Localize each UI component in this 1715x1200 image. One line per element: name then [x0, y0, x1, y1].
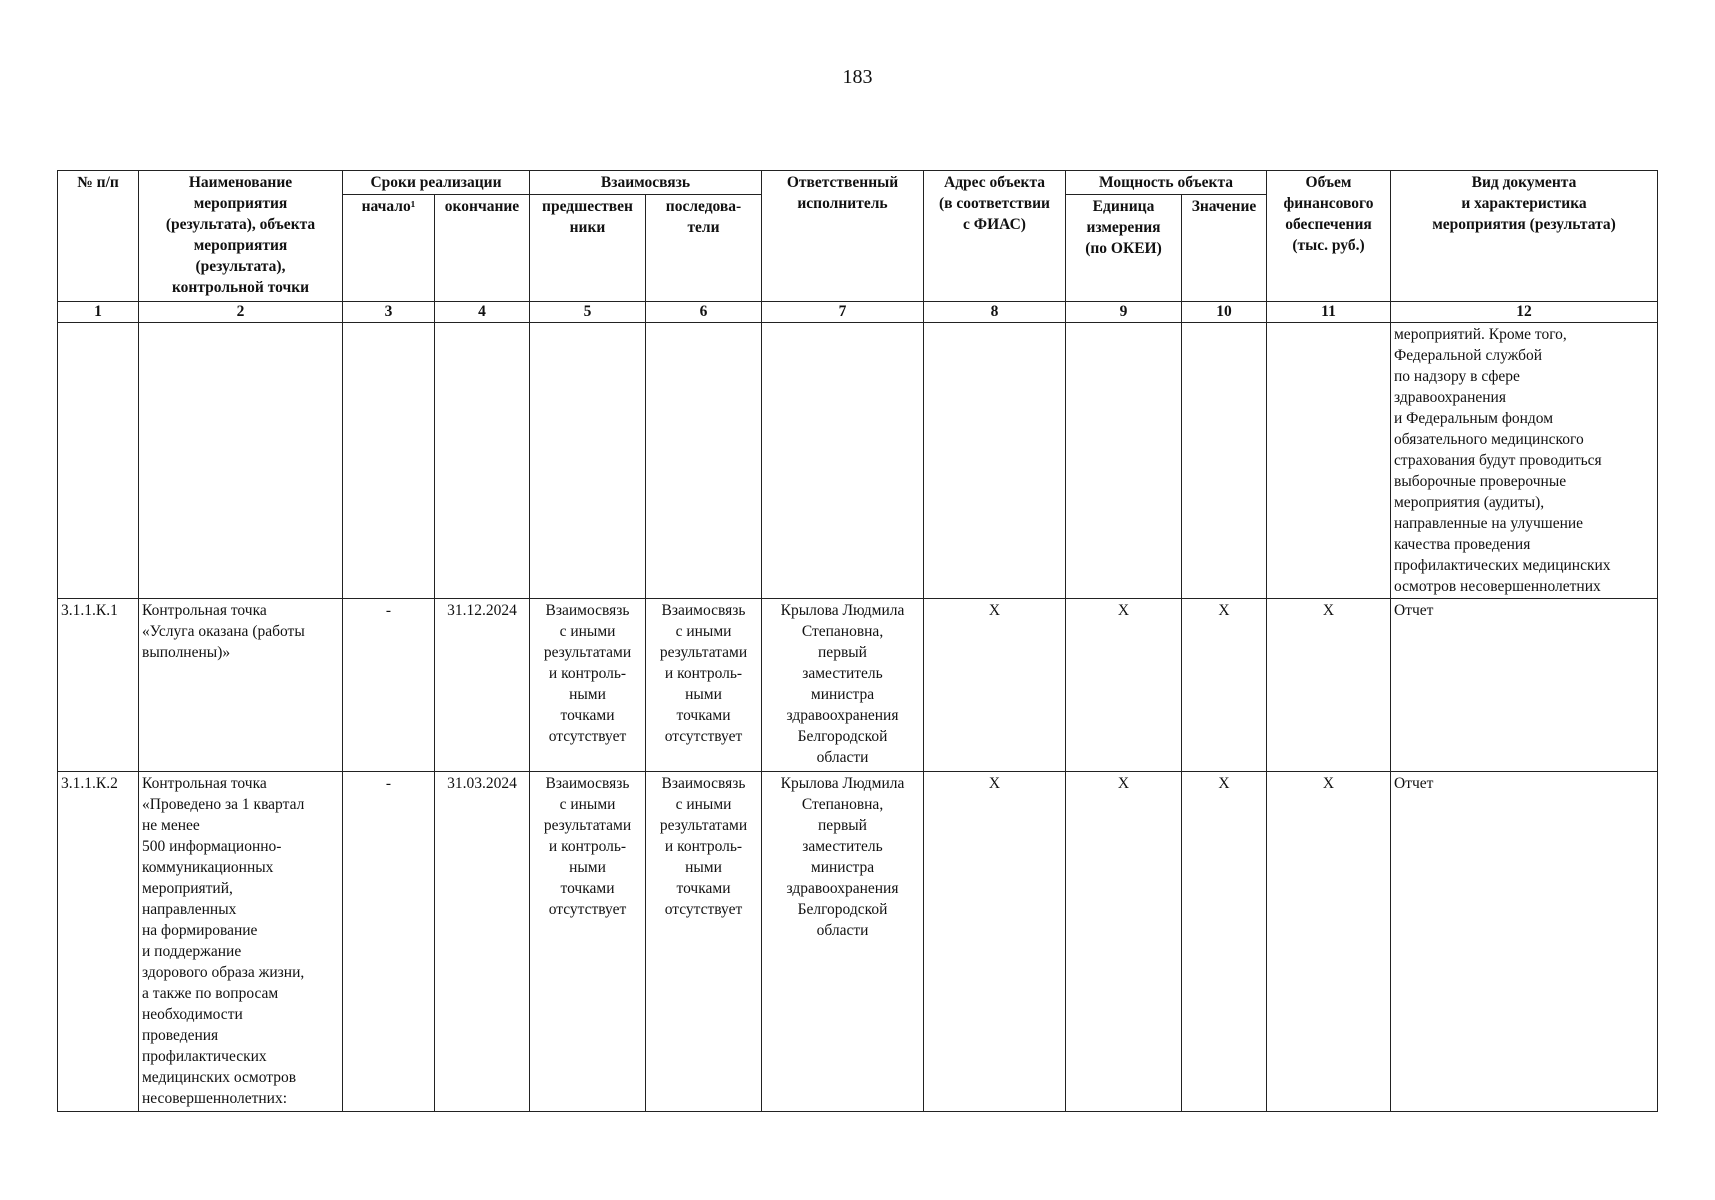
cell-predecessors: Взаимосвязь с иными результатами и контроль- ными точками отсутствует	[530, 772, 646, 1112]
column-number: 11	[1267, 302, 1391, 323]
cell-end: 31.03.2024	[435, 772, 530, 1112]
cell-unit: X	[1066, 599, 1182, 772]
header-financing: Объем финансового обеспечения (тыс. руб.)	[1267, 171, 1391, 302]
cell-value: X	[1182, 599, 1267, 772]
column-number: 1	[58, 302, 139, 323]
cell-document: мероприятий. Кроме того, Федеральной службой по надзору в сфере здравоохранения и Федеральным фондом обязательного медицинского страхования будут проводиться выборочные проверочные мероприятия (аудиты), направленные на улучшение качества проведения профилактических медицинских осмотров несовершеннолетних	[1391, 323, 1658, 599]
cell-name: Контрольная точка «Проведено за 1 квартал не менее 500 информационно- коммуникационных мероприятий, направленных на формирование и поддержание здорового образа жизни, а также по вопросам необходимости проведения профилактических медицинских осмотров несовершеннолетних:	[139, 772, 343, 1112]
column-number: 3	[343, 302, 435, 323]
column-number: 4	[435, 302, 530, 323]
cell-successors: Взаимосвязь с иными результатами и контроль- ными точками отсутствует	[646, 772, 762, 1112]
page-number: 183	[842, 66, 873, 88]
column-number: 9	[1066, 302, 1182, 323]
table-row	[58, 599, 1658, 772]
header-relations: Взаимосвязь	[530, 171, 762, 195]
cell-predecessors	[530, 323, 646, 599]
cell-end	[435, 323, 530, 599]
cell-num	[58, 323, 139, 599]
cell-name: Контрольная точка «Услуга оказана (работы выполнены)»	[139, 599, 343, 772]
cell-document: Отчет	[1391, 599, 1658, 772]
header-unit: Единица измерения (по ОКЕИ)	[1066, 195, 1182, 302]
cell-num: 3.1.1.К.1	[58, 599, 139, 772]
cell-financing	[1267, 323, 1391, 599]
column-number: 5	[530, 302, 646, 323]
header-successors: последова- тели	[646, 195, 762, 302]
column-number: 12	[1391, 302, 1658, 323]
cell-start	[343, 323, 435, 599]
cell-successors	[646, 323, 762, 599]
table-row	[58, 772, 1658, 1112]
cell-unit: X	[1066, 772, 1182, 1112]
plan-table	[57, 170, 1658, 1112]
cell-address: X	[924, 599, 1066, 772]
column-number: 2	[139, 302, 343, 323]
cell-predecessors: Взаимосвязь с иными результатами и контроль- ными точками отсутствует	[530, 599, 646, 772]
cell-responsible: Крылова Людмила Степановна, первый заместитель министра здравоохранения Белгородской области	[762, 772, 924, 1112]
column-number: 6	[646, 302, 762, 323]
header-predecessors: предшествен ники	[530, 195, 646, 302]
cell-successors: Взаимосвязь с иными результатами и контроль- ными точками отсутствует	[646, 599, 762, 772]
cell-start: -	[343, 599, 435, 772]
cell-unit	[1066, 323, 1182, 599]
header-responsible: Ответственный исполнитель	[762, 171, 924, 302]
cell-address: X	[924, 772, 1066, 1112]
header-value: Значение	[1182, 195, 1267, 302]
header-capacity: Мощность объекта	[1066, 171, 1267, 195]
cell-responsible	[762, 323, 924, 599]
cell-end: 31.12.2024	[435, 599, 530, 772]
cell-name	[139, 323, 343, 599]
cell-document: Отчет	[1391, 772, 1658, 1112]
header-document-type: Вид документа и характеристика мероприятия (результата)	[1391, 171, 1658, 302]
header-end: окончание	[435, 195, 530, 302]
column-number: 8	[924, 302, 1066, 323]
cell-financing: X	[1267, 599, 1391, 772]
header-timeframe: Сроки реализации	[343, 171, 530, 195]
column-number: 7	[762, 302, 924, 323]
header-num: № п/п	[58, 171, 139, 302]
column-number-row	[58, 302, 1658, 323]
header-name: Наименование мероприятия (результата), объекта мероприятия (результата), контрольной точки	[139, 171, 343, 302]
column-number: 10	[1182, 302, 1267, 323]
cell-value	[1182, 323, 1267, 599]
header-start: начало¹	[343, 195, 435, 302]
cell-address	[924, 323, 1066, 599]
table-row	[58, 323, 1658, 599]
cell-responsible: Крылова Людмила Степановна, первый заместитель министра здравоохранения Белгородской области	[762, 599, 924, 772]
cell-value: X	[1182, 772, 1267, 1112]
cell-num: 3.1.1.К.2	[58, 772, 139, 1112]
header-address: Адрес объекта (в соответствии с ФИАС)	[924, 171, 1066, 302]
cell-start: -	[343, 772, 435, 1112]
cell-financing: X	[1267, 772, 1391, 1112]
header-row-top	[58, 171, 1658, 195]
